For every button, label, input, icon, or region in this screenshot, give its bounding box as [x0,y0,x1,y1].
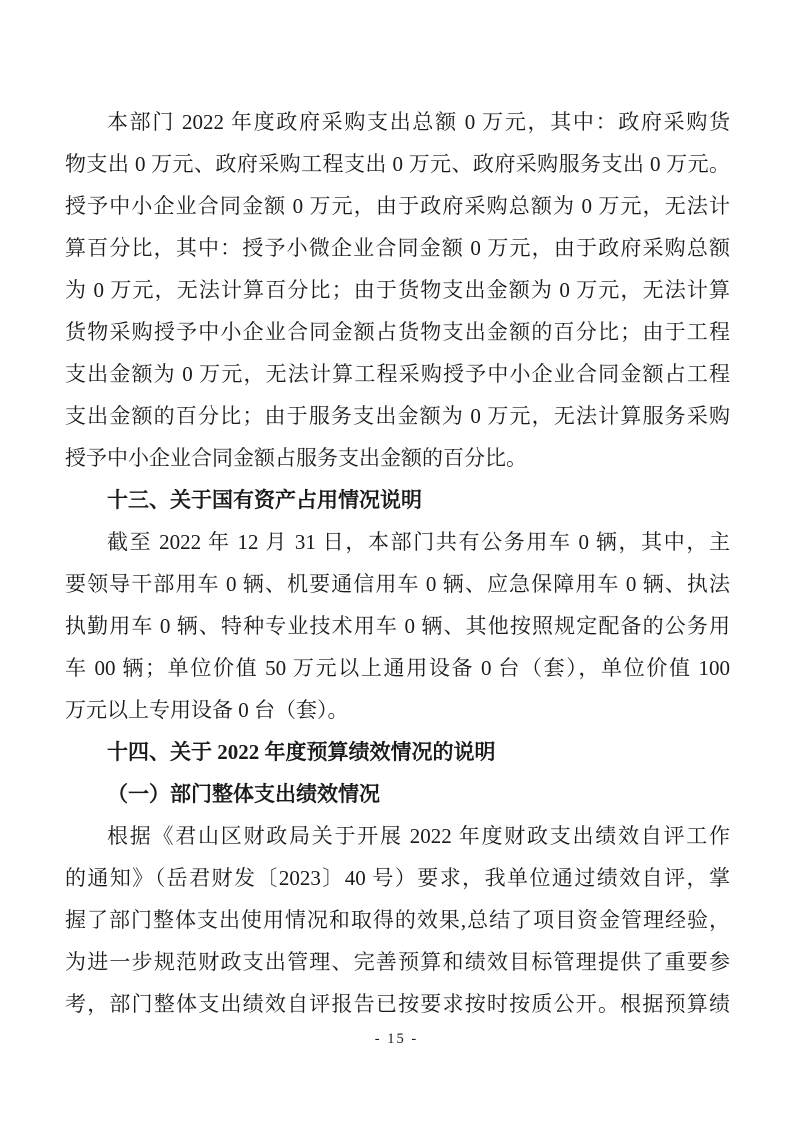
text-line: 截至 2022 年 12 月 31 日，本部门共有公务用车 0 辆，其中，主 [107,530,730,554]
text-line: 执勤用车 0 辆、特种专业技术用车 0 辆、其他按照规定配备的公务用 [65,614,730,638]
text-line: 为进一步规范财政支出管理、完善预算和绩效目标管理提供了重要参 [65,950,730,974]
text-line: 支出金额为 0 万元，无法计算工程采购授予中小企业合同金额占工程 [65,362,730,386]
text-line: 根据《君山区财政局关于开展 2022 年度财政支出绩效自评工作 [107,824,730,848]
text-line: 车 00 辆；单位价值 50 万元以上通用设备 0 台（套），单位价值 100 [65,656,730,680]
text-line: 支出金额的百分比；由于服务支出金额为 0 万元，无法计算服务采购 [65,404,730,428]
text-line: 握了部门整体支出使用情况和取得的效果,总结了项目资金管理经验， [65,908,730,932]
text-line: 物支出 0 万元、政府采购工程支出 0 万元、政府采购服务支出 0 万元。 [65,152,730,176]
section-heading-14: 十四、关于 2022 年度预算绩效情况的说明 [107,740,496,764]
text-line: 授予中小企业合同金额 0 万元，由于政府采购总额为 0 万元，无法计 [65,194,730,218]
text-line: 的通知》（岳君财发〔2023〕40 号）要求，我单位通过绩效自评，掌 [65,866,730,890]
text-line: 授予中小企业合同金额占服务支出金额的百分比。 [65,446,527,470]
subsection-heading-1: （一）部门整体支出绩效情况 [107,782,380,806]
text-line: 货物采购授予中小企业合同金额占货物支出金额的百分比；由于工程 [65,320,730,344]
text-line: 本部门 2022 年度政府采购支出总额 0 万元，其中：政府采购货 [107,110,730,134]
text-line: 要领导干部用车 0 辆、机要通信用车 0 辆、应急保障用车 0 辆、执法 [65,572,730,596]
text-line: 为 0 万元，无法计算百分比；由于货物支出金额为 0 万元，无法计算 [65,278,730,302]
document-body [65,101,730,1025]
section-heading-13: 十三、关于国有资产占用情况说明 [107,488,422,512]
text-line: 万元以上专用设备 0 台（套）。 [65,698,349,722]
text-line: 考，部门整体支出绩效自评报告已按要求按时按质公开。根据预算绩 [65,992,730,1016]
text-line: 算百分比，其中：授予小微企业合同金额 0 万元，由于政府采购总额 [65,236,730,260]
page-number: - 15 - [374,1031,419,1047]
